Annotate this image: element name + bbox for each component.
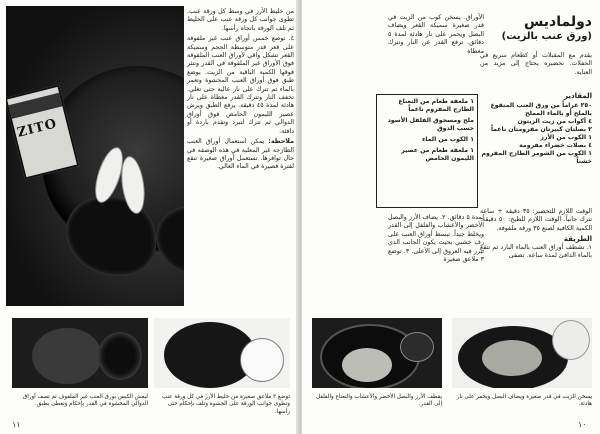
ingredient: ٢٥٠ غراماً من ورق العنب المنقوع بالملح أو بالماء المملح: [490, 102, 592, 117]
timing-and-method: [480, 208, 592, 260]
recipe-subtitle: (ورق عنب بالزيت): [501, 31, 592, 42]
method-step-1: ١. تشطف أوراق العنب بالماء البارد ثم تنقع بالماء الدافئ لمدة ساعة. تصفى: [480, 243, 592, 260]
page-number: ١٠: [578, 420, 587, 429]
left-text-column: [184, 6, 294, 306]
method-continuation: الأوراق. يسخن كوب من الزيت في قدر صغيرة سميكة القعر ويضاف البصل ويحمر على نار هادئة لمدة ٥ دقائق. ترفع القدر عن النار وتترك مغطاة: [388, 14, 484, 55]
caption: ليعش الكيس بورق العنب غير الملفوف ثم تصف أوراق الدوالي المحشوة في القدر بإحكام وتغطى بطبق.: [22, 394, 148, 408]
ingredient: ٢ بصلتان كبيرتان مفرومتان ناعماً: [490, 126, 592, 133]
method-heading: الطريقة: [563, 235, 592, 244]
ingredients-list: [480, 102, 592, 166]
body-paragraph: من خليط الأرز في وسط كل ورقة عنب. تطوى جوانب كل ورقة عنب على الخليط ثم تلف الورقة باتجاه رأسها.: [187, 8, 294, 32]
body-paragraph: ٤. توضع خمس أوراق عنب غير ملفوفة على قعر قدر متوسطة الحجم وسميكة القعر تشكل واقي لأوراق العنب الملفوفة فوق الأوراق غير الملفوفة في القدر وتنثر فوقها الكمية الباقية من الزيت. يوضع طبق فوق أوراق العنب المحشوة وتغمر بالماء ثم تترك على نار عالية حتى تغلي. تخفف النار وتترك القدر مغطاة على نار هادئة لمدة ٤٥ دقيقة. يرفع الطبق ويرش عصير الليمون الحامض فوق أوراق الدوالي ثم تترك لتبرد وتقدم باردة أو دافئة.: [187, 35, 295, 135]
recipe-title-block: [480, 14, 592, 43]
page-number: ١١: [12, 420, 21, 429]
caption: يسخن الزيت في قدر صغيرة ويضاف البصل ويحمر على نار هادئة.: [456, 394, 592, 408]
timing-text: الوقت اللازم للتحضير: ٣٥ دقيقة + ساعة تترك جانباً. الوقت اللازم للطبخ: ٥٠ دقيقة. الكمية الكافية لصنع ٣٥ ورقة ملفوفة.: [480, 208, 593, 232]
step-photo-pot-with-rice: [312, 318, 442, 388]
right-page: [302, 0, 600, 434]
ingredient: ملح ومسحوق الفلفل الأسود حسب الذوق: [387, 117, 474, 132]
step-photo-stuffed-leaves: [12, 318, 148, 388]
ingredient: ٤ بصلات خضراء مفرومة: [519, 142, 592, 149]
method-steps-2-3: لمدة ٥ دقائق. ٢. يضاف الأرز والبصل الأخضر والأعشاب والفلفل إلى القدر ويخلط جيداً. تبسط أوراق العنب على رف خشبي بحيث يكون الجانب الذي تبرز فيه العروق إلى الأعلى. ٣. توضع ٣ ملاعق صغيرة: [388, 214, 484, 264]
step-photo-rolling-leaf: [154, 318, 290, 388]
method-middle-column: [388, 214, 484, 264]
package-brand: ZITO: [15, 116, 59, 141]
caption: توضع ٣ ملاعق صغيرة من خليط الأرز في كل ورقة عنب وتطوى جوانب الورقة على الحشوة وتلف بإحكام حتى رأسها.: [162, 394, 290, 415]
ingredients-box: [376, 94, 478, 208]
left-page: [0, 0, 298, 434]
recipe-title: دولماديس: [523, 14, 592, 30]
note-text: يمكن استعمال أوراق العنب الطازجة غير المعلبة في هذه الوصفة في حال توافرها. تستعمل أوراق صغيرة تنقع لفترة قصيرة في الماء الغالي.: [187, 138, 294, 171]
recipe-intro: يقدم مع المقبلات أو كطعام سريع في الحفلات. تحضيره يحتاج إلى مزيد من العناية.: [480, 52, 592, 76]
ingredient: ١ الكوب من الماء: [422, 136, 474, 143]
ingredient: ١ ملعقة طعام من النعناع الطازج المفروم ناعماً: [398, 98, 474, 113]
caption: يقطف الأرز والبصل الأخضر والأعشاب والنعناع والفلفل إلى القدر.: [316, 394, 442, 408]
ingredient: ١ الكوب من الشومر الطازج المفروم خشناً: [481, 150, 592, 165]
step-photo-frying-onions: [452, 318, 592, 388]
ingredient: ٤ أكواب من زيت الزيتون: [517, 118, 592, 125]
note-label: ملاحظة:: [268, 138, 294, 146]
middle-text-column: [388, 14, 484, 56]
ingredient: ١ الكوب من الأرز: [540, 134, 592, 141]
ingredients-heading: المقادير: [564, 92, 592, 100]
ingredient: ١ ملعقة طعام من عصير الليمون الحامض: [401, 147, 474, 162]
